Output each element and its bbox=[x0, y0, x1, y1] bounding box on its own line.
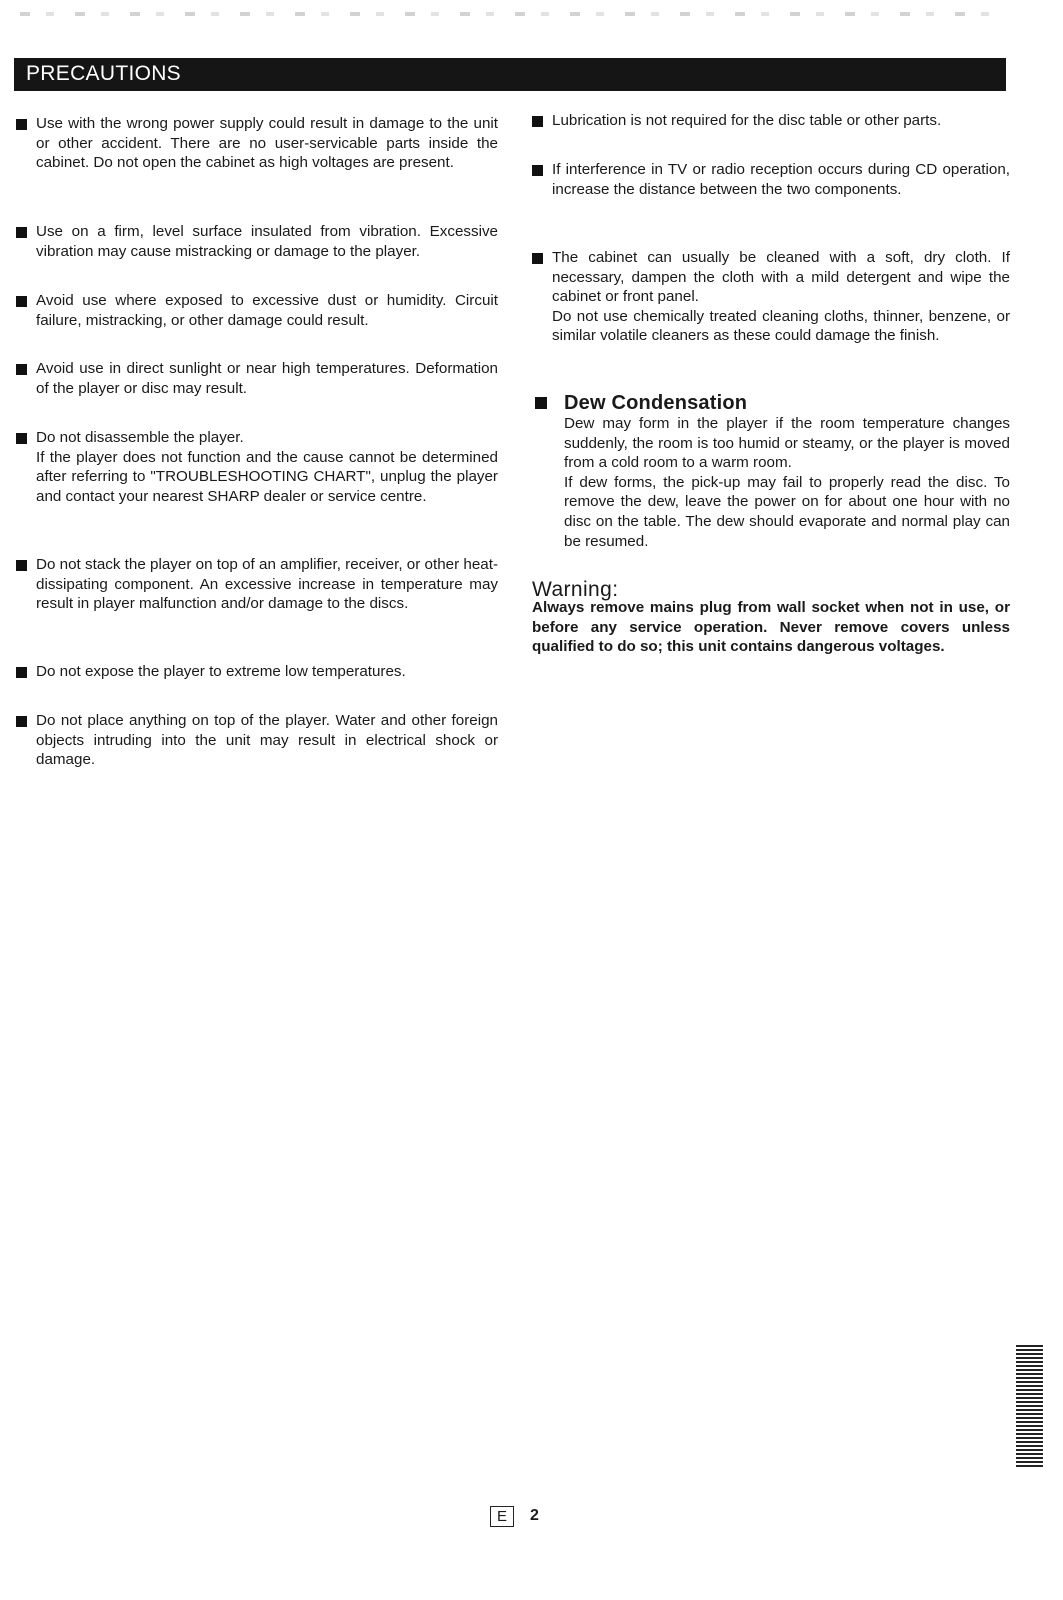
precaution-item bbox=[16, 359, 498, 398]
precaution-item bbox=[532, 111, 1010, 131]
barcode-strip bbox=[1016, 1345, 1043, 1467]
precaution-item bbox=[16, 114, 498, 173]
precaution-item bbox=[16, 662, 498, 682]
bullet-icon bbox=[532, 165, 543, 176]
dew-paragraph: If dew forms, the pick-up may fail to properly read the disc. To remove the dew, leave the power on for about one hour with no disc on the table. The dew should evaporate and normal play can be resumed. bbox=[564, 473, 1010, 550]
precaution-text: Do not place anything on top of the player. Water and other foreign objects intruding into the unit may result in electrical shock or damage. bbox=[36, 712, 498, 769]
warning-body: Always remove mains plug from wall socket when not in use, or before any service operation. Never remove covers unless qualified to do so; this unit contains dangerous voltages. bbox=[532, 599, 1010, 656]
precaution-item bbox=[16, 711, 498, 770]
precaution-text: Do not expose the player to extreme low temperatures. bbox=[36, 663, 406, 680]
warning-heading: Warning: bbox=[532, 578, 619, 601]
bullet-icon bbox=[16, 364, 27, 375]
precaution-text: Avoid use in direct sunlight or near high temperatures. Deformation of the player or disc may result. bbox=[36, 360, 498, 397]
precaution-item bbox=[16, 428, 498, 506]
bullet-icon bbox=[16, 667, 27, 678]
precaution-text: Lubrication is not required for the disc table or other parts. bbox=[552, 112, 942, 129]
section-header-bar bbox=[14, 58, 1006, 91]
precaution-item bbox=[16, 555, 498, 614]
language-code-box: E bbox=[490, 1506, 514, 1527]
precaution-text: Do not disassemble the player. bbox=[36, 429, 244, 446]
dew-condensation-body bbox=[564, 414, 1010, 551]
precaution-item bbox=[532, 248, 1010, 346]
bullet-icon bbox=[535, 397, 547, 409]
bullet-icon bbox=[532, 116, 543, 127]
precaution-text: Use on a firm, level surface insulated from vibration. Excessive vibration may cause mistracking or damage to the player. bbox=[36, 223, 498, 260]
precaution-text: If interference in TV or radio reception occurs during CD operation, increase the distance between the two components. bbox=[552, 161, 1010, 198]
precaution-text: Use with the wrong power supply could result in damage to the unit or other accident. There are no user-servicable parts inside the cabinet. Do not open the cabinet as high voltages are present. bbox=[36, 115, 498, 172]
bullet-icon bbox=[16, 119, 27, 130]
precaution-item bbox=[532, 160, 1010, 199]
bullet-icon bbox=[532, 253, 543, 264]
bullet-icon bbox=[16, 227, 27, 238]
page-footer bbox=[490, 1505, 539, 1527]
precaution-text: The cabinet can usually be cleaned with a soft, dry cloth. If necessary, dampen the cloth with a mild detergent and wipe the cabinet or front panel. bbox=[552, 249, 1010, 306]
precaution-text: Do not stack the player on top of an amplifier, receiver, or other heat-dissipating component. An excessive increase in temperature may result in player malfunction and/or damage to the discs. bbox=[36, 556, 498, 613]
dew-condensation-heading: Dew Condensation bbox=[532, 392, 747, 415]
bullet-icon bbox=[16, 433, 27, 444]
section-title: PRECAUTIONS bbox=[26, 62, 181, 85]
precaution-item bbox=[16, 222, 498, 261]
scan-artifact bbox=[20, 12, 1010, 16]
precaution-text: If the player does not function and the cause cannot be determined after referring to "TROUBLESHOOTING CHART", unplug the player and contact your nearest SHARP dealer or service centre. bbox=[36, 448, 498, 505]
bullet-icon bbox=[16, 716, 27, 727]
bullet-icon bbox=[16, 560, 27, 571]
page-number: 2 bbox=[530, 1507, 539, 1524]
precaution-text: Avoid use where exposed to excessive dust or humidity. Circuit failure, mistracking, or other damage could result. bbox=[36, 292, 498, 329]
bullet-icon bbox=[16, 296, 27, 307]
precaution-item bbox=[16, 291, 498, 330]
dew-paragraph: Dew may form in the player if the room temperature changes suddenly, the room is too humid or steamy, or the player is moved from a cold room to a warm room. bbox=[564, 415, 1010, 472]
precaution-text: Do not use chemically treated cleaning cloths, thinner, benzene, or similar volatile cleaners as these could damage the finish. bbox=[552, 307, 1010, 345]
